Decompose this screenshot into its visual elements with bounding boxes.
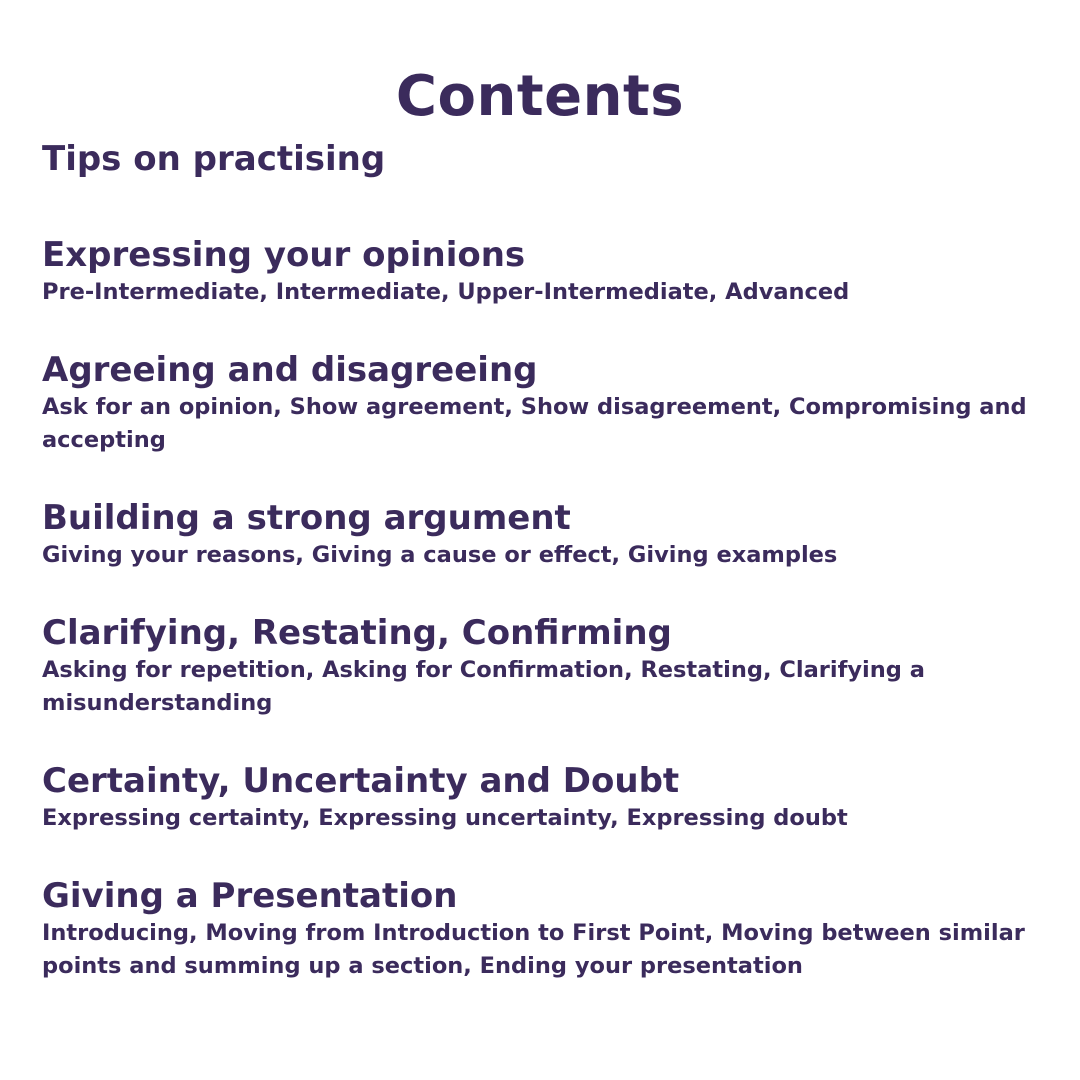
section-title: Agreeing and disagreeing [42, 350, 538, 390]
section-description: Introducing, Moving from Introduction to First Point, Moving between similar points and summing up a section, Ending your presentation [42, 920, 1025, 979]
section-title: Building a strong argument [42, 498, 571, 538]
contents-section-presentation [42, 875, 1032, 983]
page-title: Contents [395, 64, 685, 129]
section-title: Clarifying, Restating, Confirming [42, 613, 672, 653]
contents-section-certainty [42, 760, 1032, 835]
contents-section-agreeing-disagreeing [42, 349, 1032, 457]
section-title: Certainty, Uncertainty and Doubt [42, 761, 680, 801]
section-title: Giving a Presentation [42, 876, 458, 916]
section-description: Pre-Intermediate, Intermediate, Upper-Intermediate, Advanced [42, 279, 850, 305]
section-description: Asking for repetition, Asking for Confirmation, Restating, Clarifying a misunderstanding [42, 657, 925, 716]
section-title: Expressing your opinions [42, 235, 526, 275]
section-description: Giving your reasons, Giving a cause or effect, Giving examples [42, 542, 838, 568]
contents-section-tips-on-practising [42, 138, 1032, 180]
section-title: Tips on practising [42, 139, 386, 179]
contents-section-strong-argument [42, 497, 1032, 572]
contents-section-expressing-opinions [42, 234, 1032, 309]
section-description: Ask for an opinion, Show agreement, Show disagreement, Compromising and accepting [42, 394, 1027, 453]
contents-list [42, 138, 1032, 983]
section-description: Expressing certainty, Expressing uncertainty, Expressing doubt [42, 805, 848, 831]
contents-section-clarifying [42, 612, 1032, 720]
